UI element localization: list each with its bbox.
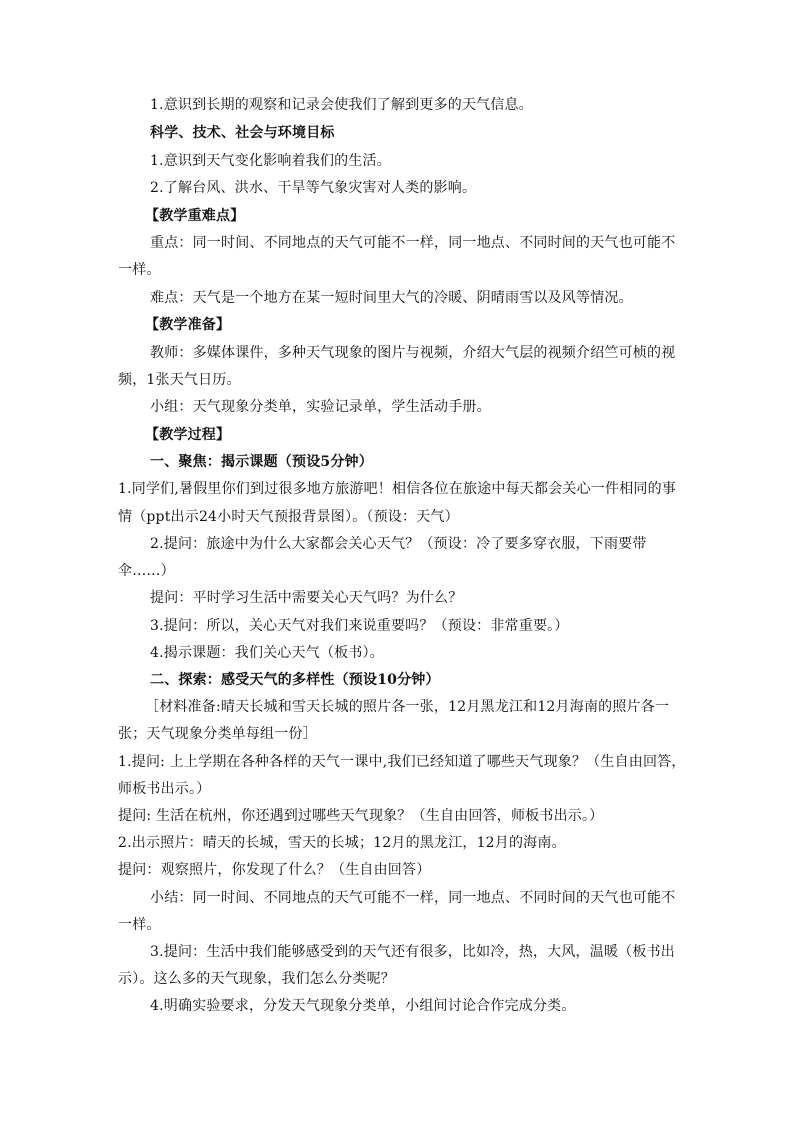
text-line: 提问：观察照片，你发现了什么？（生自由回答） — [118, 862, 431, 878]
text-line: 一样。 — [118, 917, 161, 933]
text-line: 重点：同一时间、不同地点的天气可能不一样，同一地点、不同时间的天气也可能不 — [150, 235, 676, 251]
text-line: 1.意识到长期的观察和记录会使我们了解到更多的天气信息。 — [150, 97, 533, 113]
text-line: 4.揭示课题：我们关心天气（板书）。 — [150, 645, 384, 661]
text-line: 2.提问：旅途中为什么大家都会关心天气？（预设：冷了要多穿衣服，下雨要带 — [150, 536, 647, 552]
text-line: 小结：同一时间、不同地点的天气可能不一样，同一地点、不同时间的天气也可能不 — [150, 890, 676, 906]
text-line: 1.意识到天气变化影响着我们的生活。 — [150, 153, 391, 169]
section-heading: 科学、技术、社会与环境目标 — [150, 125, 335, 141]
section-heading: 二、探索：感受天气的多样性（预设10分钟） — [150, 672, 440, 688]
text-line: 张；天气现象分类单每组一份］ — [118, 726, 317, 742]
text-line: 3.提问：所以，关心天气对我们来说重要吗？（预设：非常重要。） — [150, 618, 569, 634]
text-line: 频，1张天气日历。 — [118, 372, 241, 388]
text-line: 2.了解台风、洪水、干旱等气象灾害对人类的影响。 — [150, 180, 477, 196]
text-line: 1.提问: 上上学期在各种各样的天气一课中,我们已经知道了哪些天气现象？（生自由回答， — [118, 754, 686, 770]
text-line: 2.出示照片：晴天的长城，雪天的长城；12月的黑龙江，12月的海南。 — [118, 835, 566, 851]
text-line: 一样。 — [118, 262, 161, 278]
text-line: 教师：多媒体课件，多种天气现象的图片与视频，介绍大气层的视频介绍竺可桢的视 — [150, 345, 676, 361]
text-line: ［材料准备:晴天长城和雪天长城的照片各一张，12月黑龙江和12月海南的照片各一 — [145, 699, 670, 715]
text-line: 示）。这么多的天气现象，我们怎么分类呢？ — [118, 971, 395, 987]
text-line: 情（ppt出示24小时天气预报背景图）。（预设：天气） — [118, 509, 459, 525]
text-line: 提问: 生活在杭州，你还遇到过哪些天气现象？（生自由回答，师板书出示。） — [118, 808, 604, 824]
text-line: 难点：天气是一个地方在某一短时间里大气的冷暖、阴晴雨雪以及风等情况。 — [150, 290, 633, 306]
text-line: 1.同学们,暑假里你们到过很多地方旅游吧！相信各位在旅途中每天都会关心一件相同的事 — [118, 481, 677, 497]
text-line: 师板书出示。） — [118, 781, 211, 797]
section-heading: 【教学准备】 — [145, 317, 231, 333]
text-line: 3.提问：生活中我们能够感受到的天气还有很多，比如冷，热，大风，温暖（板书出 — [150, 944, 675, 960]
text-line: 4.明确实验要求，分发天气现象分类单，小组间讨论合作完成分类。 — [150, 998, 576, 1014]
text-line: 小组：天气现象分类单，实验记录单，学生活动手册。 — [150, 399, 491, 415]
section-heading: 【教学重难点】 — [145, 208, 245, 224]
section-heading: 一、聚焦：揭示课题（预设5分钟） — [150, 454, 373, 470]
section-heading: 【教学过程】 — [145, 427, 231, 443]
text-line: 提问：平时学习生活中需要关心天气吗？为什么？ — [150, 590, 463, 606]
text-line: 伞……） — [118, 563, 175, 579]
